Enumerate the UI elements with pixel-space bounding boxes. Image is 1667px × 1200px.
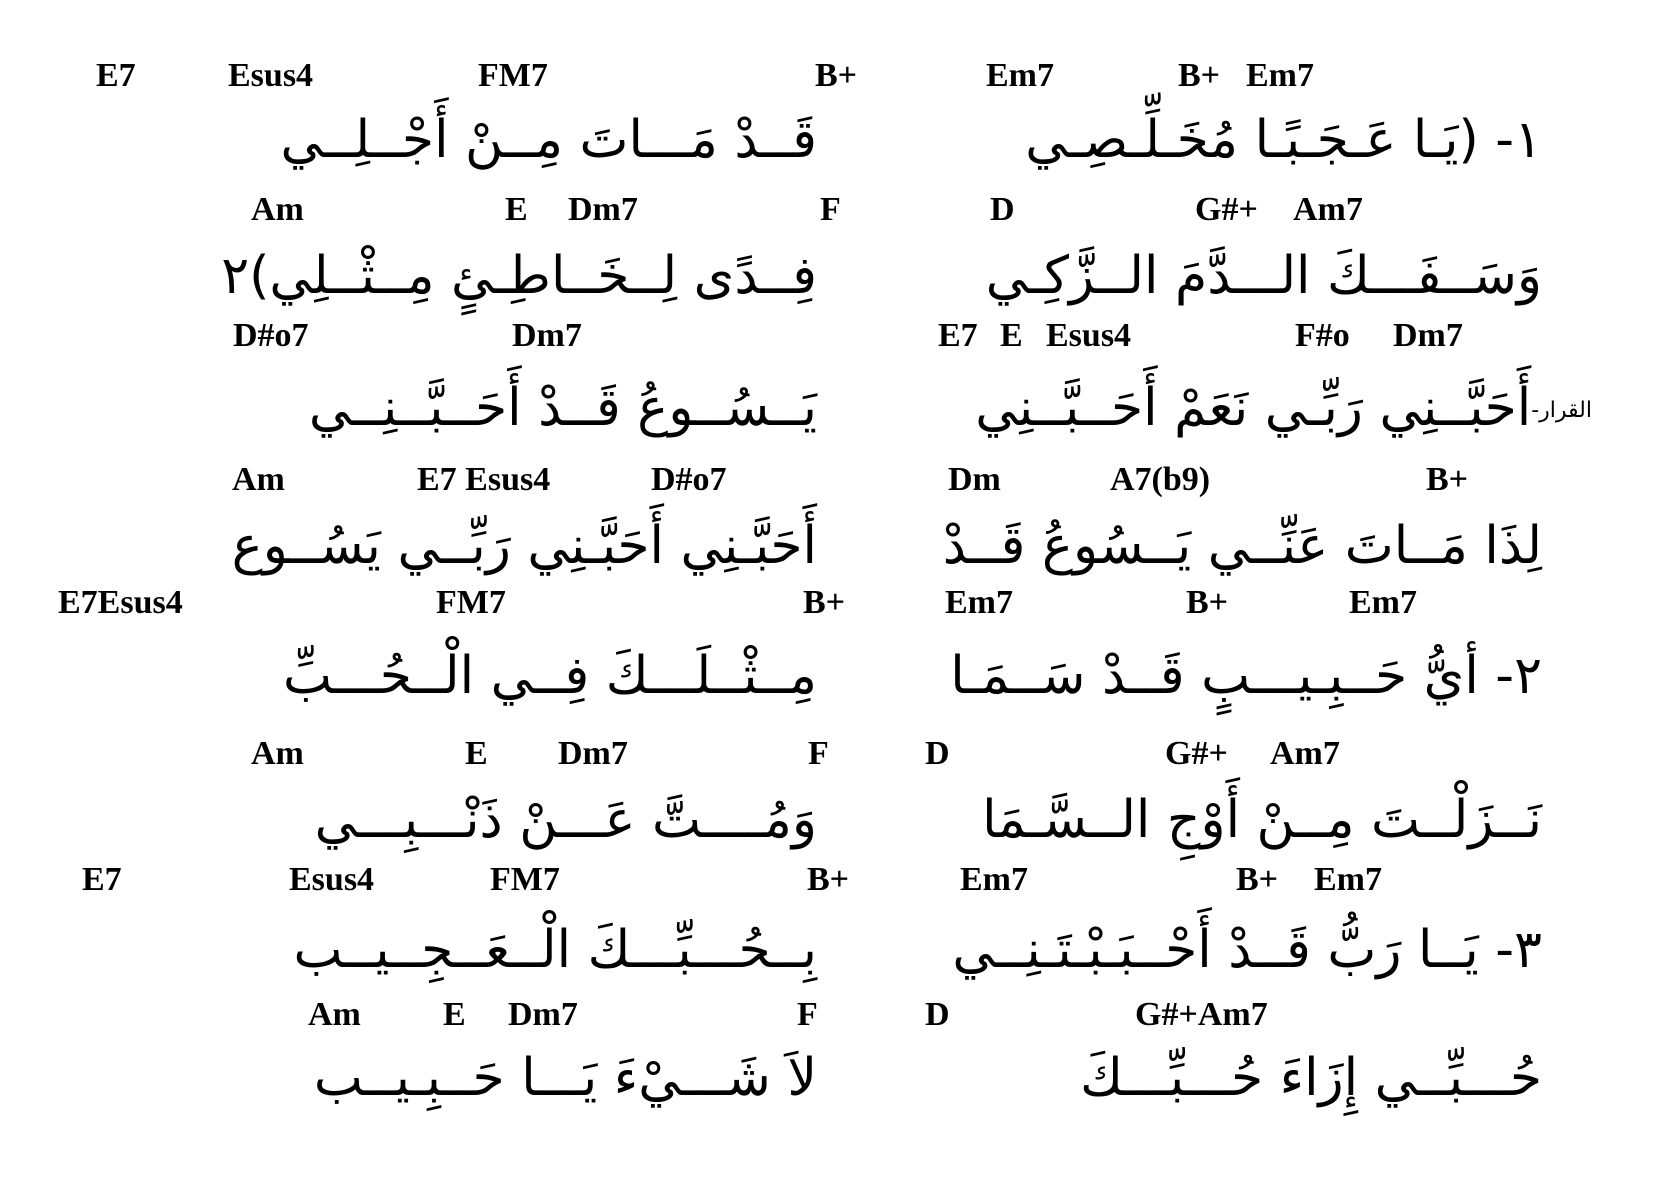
- chord-label: Em7: [960, 861, 1028, 898]
- chord-label: Esus4: [1046, 317, 1132, 354]
- lyric-line-right: ٣- يَــا رَبُّ قَــدْ أَحْــبَـبْـتَـنِــي: [952, 920, 1542, 980]
- chord-label: E: [465, 735, 488, 772]
- refrain-label: القرار-: [1531, 398, 1592, 423]
- chord-label: Esus4: [228, 57, 314, 94]
- lyric-line-right: لِذَا مَــاتَ عَنِّــي يَــسُوعُ قَــدْ: [942, 516, 1542, 576]
- lyric-line-left: وَمُــــتَّ عَـــنْ ذَنْـــبِـــي: [314, 790, 817, 850]
- chord-label: E: [443, 996, 466, 1033]
- chord-label: D: [990, 191, 1015, 228]
- chord-label: Dm7: [568, 191, 638, 228]
- chord-label: B+: [1426, 461, 1469, 498]
- chord-label: Dm7: [1393, 317, 1463, 354]
- chord-label: Dm: [948, 461, 1001, 498]
- chord-label: FM7: [478, 57, 548, 94]
- chord-label: Esus4: [289, 861, 375, 898]
- lyric-line-left: لاَ شَـــيْءَ يَـــا حَــبِـيــب: [313, 1048, 817, 1108]
- chord-label: B+: [1186, 584, 1229, 621]
- chord-label: B+: [1178, 57, 1221, 94]
- chord-label: Em7: [945, 584, 1013, 621]
- chord-label: F: [808, 735, 829, 772]
- chord-label: A7(b9): [1110, 461, 1211, 498]
- chord-label: B+: [1236, 861, 1279, 898]
- lyric-line-left: يَــسُــوعُ قَــدْ أَحَــبَّــنِــي: [308, 378, 817, 438]
- chord-label: Em7: [1314, 861, 1382, 898]
- chord-label: F: [797, 996, 818, 1033]
- lyric-line-right: [892, 368, 1592, 451]
- lyric-line-right: ١- (يَـا عَـجَـبًـا مُخَـلِّـصِـي: [1025, 110, 1542, 170]
- lyric-line-right: وَسَــفَـــكَ الـــدَّمَ الــزَّكِـي: [985, 246, 1542, 306]
- chord-label: F: [820, 191, 841, 228]
- chord-label: D: [925, 735, 950, 772]
- lyric-line-right: حُـــبِّــي إِزَاءَ حُـــبِّـــكَ: [1080, 1048, 1542, 1108]
- refrain-lyric: أَحَبَّــنِي رَبِّـي نَعَمْ أَحَــبَّــنِي: [975, 378, 1532, 438]
- lyric-line-right: نَــزَلْــتَ مِــنْ أَوْجِ الــسَّـمَا: [982, 790, 1542, 850]
- chord-label: E7Esus4: [58, 584, 183, 621]
- chord-label: Em7: [986, 57, 1054, 94]
- chord-label: E7: [938, 317, 978, 354]
- chord-label: D: [925, 996, 950, 1033]
- chord-label: FM7: [490, 861, 560, 898]
- chord-label: Dm7: [558, 735, 628, 772]
- chord-label: D#o7: [233, 317, 309, 354]
- chord-label: Dm7: [508, 996, 578, 1033]
- chord-label: E: [1000, 317, 1023, 354]
- lyric-line-left: بِــحُـــبِّـــكَ الْــعَــجِــيــب: [293, 920, 817, 980]
- chord-label: Am7: [1270, 735, 1340, 772]
- chord-label: Dm7: [512, 317, 582, 354]
- chord-label: B+: [815, 57, 858, 94]
- chord-label: B+: [807, 861, 850, 898]
- chord-label: G#+: [1165, 735, 1228, 772]
- chord-label: Am: [251, 735, 304, 772]
- chord-label: Em7: [1246, 57, 1314, 94]
- chord-label: G#+Am7: [1135, 996, 1268, 1033]
- chord-label: B+: [803, 584, 846, 621]
- lyric-line-left: أَحَبَّـنِي أَحَبَّـنِي رَبِّــي يَسُــوع: [231, 516, 817, 576]
- lyric-line-left: قَــدْ مَـــاتَ مِــنْ أَجْــلِــي: [280, 110, 817, 170]
- chord-label: F#o: [1295, 317, 1350, 354]
- lyric-line-right: ٢- أيُّ حَــبِـيـــبٍ قَــدْ سَــمَـا: [950, 646, 1542, 706]
- chord-label: FM7: [436, 584, 506, 621]
- chord-label: Am: [308, 996, 361, 1033]
- chord-label: E7 Esus4: [417, 461, 551, 498]
- chord-label: E7: [82, 861, 122, 898]
- chord-label: Am: [232, 461, 285, 498]
- chord-label: D#o7: [651, 461, 727, 498]
- chord-label: G#+: [1195, 191, 1258, 228]
- chord-label: Am7: [1293, 191, 1363, 228]
- lyric-line-left: مِــثْــلَـــكَ فِــي الْــحُـــبِّ: [282, 646, 817, 706]
- chord-label: Am: [251, 191, 304, 228]
- chord-label: Em7: [1349, 584, 1417, 621]
- chord-label: E7: [96, 57, 136, 94]
- chord-label: E: [505, 191, 528, 228]
- lyric-line-left: فِــدًى لِــخَــاطِـئٍ مِــثْــلِي)٢: [221, 246, 817, 306]
